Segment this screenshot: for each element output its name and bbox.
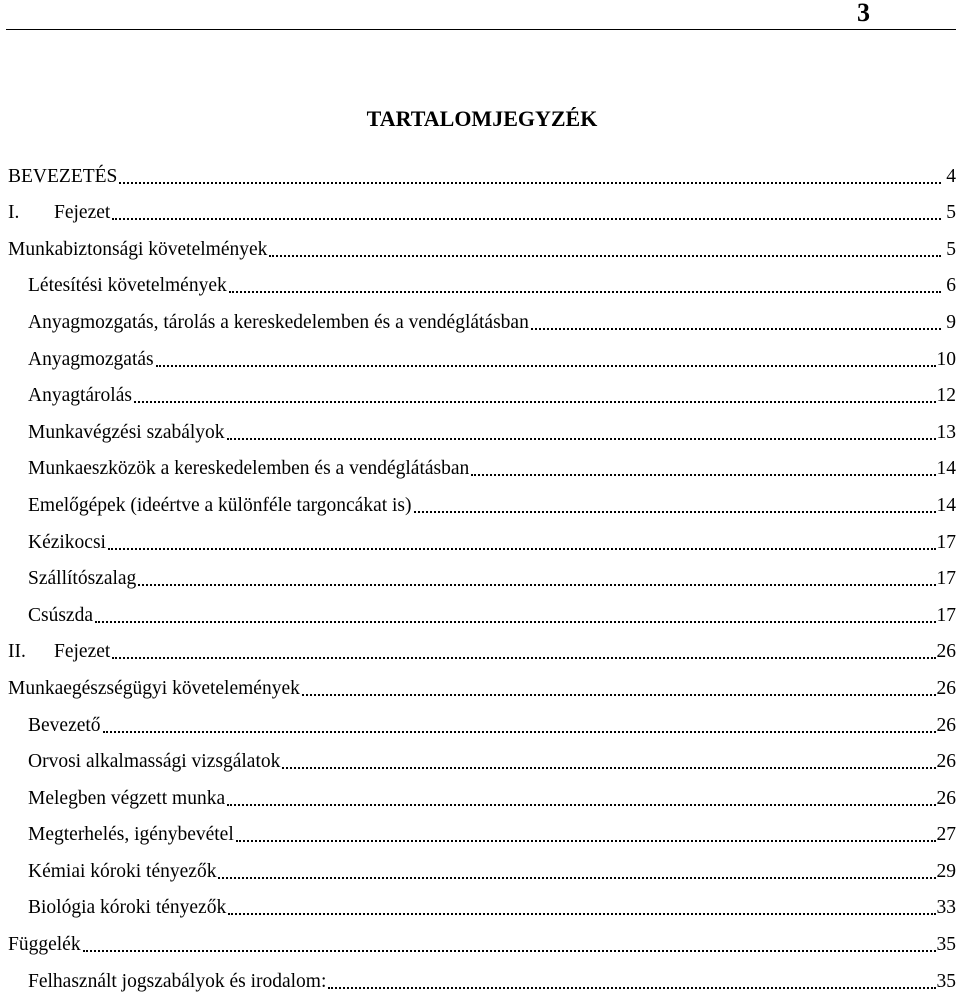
toc-entry-label bbox=[28, 421, 226, 445]
toc-entry-page: 35 bbox=[936, 934, 956, 956]
toc-entry-text: Fejezet bbox=[54, 641, 111, 663]
toc-entry-text: Kézikocsi bbox=[28, 531, 106, 553]
toc-entry-label bbox=[8, 201, 111, 225]
dot-leader bbox=[302, 694, 936, 696]
toc-entry-number: I. bbox=[8, 202, 20, 224]
toc-entry[interactable] bbox=[0, 886, 956, 923]
toc-entry-number: II. bbox=[8, 641, 26, 663]
toc-entry[interactable] bbox=[0, 740, 956, 777]
toc-entry-text: Fejezet bbox=[54, 202, 111, 224]
toc-entry-label bbox=[28, 750, 281, 774]
toc-entry[interactable] bbox=[0, 337, 956, 374]
toc-entry-page: 35 bbox=[936, 970, 956, 992]
dot-leader bbox=[531, 328, 941, 330]
toc-entry[interactable] bbox=[0, 483, 956, 520]
toc-entry-label bbox=[28, 348, 155, 372]
toc-entry-label bbox=[8, 165, 118, 189]
toc-entry-page: 27 bbox=[936, 824, 956, 846]
toc-entry-text: Munkaeszközök a kereskedelemben és a vendéglátásban bbox=[28, 458, 470, 480]
toc-title: TARTALOMJEGYZÉK bbox=[366, 106, 598, 131]
toc-entry-text: Csúszda bbox=[28, 604, 93, 626]
toc-entry[interactable] bbox=[0, 264, 956, 301]
toc-entry-label bbox=[28, 567, 137, 591]
toc-entry-page: 12 bbox=[936, 385, 956, 407]
toc-entry-page: 26 bbox=[936, 677, 956, 699]
toc-entry-text: Felhasznált jogszabályok és irodalom: bbox=[28, 970, 327, 992]
dot-leader bbox=[156, 365, 936, 367]
toc-entry-page: 26 bbox=[936, 641, 956, 663]
toc-entry-page: 13 bbox=[936, 421, 956, 443]
toc-entry-label bbox=[8, 677, 301, 701]
dot-leader bbox=[414, 511, 936, 513]
toc-entry-text: Megterhelés, igénybevétel bbox=[28, 824, 234, 846]
toc-entry-label bbox=[28, 896, 227, 920]
toc-entry-page: 14 bbox=[936, 458, 956, 480]
toc-entry[interactable] bbox=[0, 557, 956, 594]
toc-entry-text: Függelék bbox=[8, 934, 81, 956]
toc-entry-text: Munkabiztonsági követelmények bbox=[8, 238, 268, 260]
toc-entry[interactable] bbox=[0, 959, 956, 996]
toc-entry[interactable] bbox=[0, 447, 956, 484]
toc-entry-text: Szállítószalag bbox=[28, 568, 137, 590]
toc-entry-label bbox=[28, 714, 102, 738]
toc-entry-page: 17 bbox=[936, 604, 956, 626]
toc-entry-text: Munkavégzési szabályok bbox=[28, 421, 225, 443]
toc-entry-page: 9 bbox=[946, 311, 956, 333]
toc-entry[interactable] bbox=[0, 703, 956, 740]
toc-entry-page: 5 bbox=[946, 202, 956, 224]
dot-leader bbox=[108, 548, 936, 550]
toc-entry[interactable] bbox=[0, 593, 956, 630]
toc-entry-label bbox=[28, 823, 235, 847]
toc-entry-label bbox=[28, 384, 133, 408]
dot-leader bbox=[134, 401, 936, 403]
toc-entry-label bbox=[28, 494, 413, 518]
dot-leader bbox=[112, 657, 935, 659]
dot-leader bbox=[269, 255, 941, 257]
dot-leader bbox=[119, 182, 941, 184]
toc-entry-text: Emelőgépek (ideértve a különféle targoncákat is) bbox=[28, 494, 412, 516]
dot-leader bbox=[236, 840, 936, 842]
toc-entry-text: Orvosi alkalmassági vizsgálatok bbox=[28, 751, 281, 773]
dot-leader bbox=[328, 987, 935, 989]
toc-entry-text: Kémiai kóroki tényezők bbox=[28, 860, 217, 882]
dot-leader bbox=[227, 804, 935, 806]
toc-entry-label bbox=[28, 604, 94, 628]
toc-entry-text: Létesítési követelmények bbox=[28, 275, 227, 297]
dot-leader bbox=[282, 767, 935, 769]
dot-leader bbox=[218, 877, 935, 879]
toc-entry[interactable] bbox=[0, 300, 956, 337]
toc-list bbox=[0, 154, 956, 996]
toc-entry-label bbox=[8, 238, 268, 262]
dot-leader bbox=[95, 621, 936, 623]
dot-leader bbox=[112, 218, 941, 220]
toc-entry-label bbox=[28, 311, 530, 335]
toc-entry[interactable] bbox=[0, 849, 956, 886]
dot-leader bbox=[138, 584, 935, 586]
toc-entry[interactable] bbox=[0, 410, 956, 447]
toc-entry-text: Biológia kóroki tényezők bbox=[28, 897, 227, 919]
toc-entry[interactable] bbox=[0, 191, 956, 228]
toc-entry-page: 17 bbox=[936, 568, 956, 590]
toc-entry-text: Bevezető bbox=[28, 714, 101, 736]
dot-leader bbox=[229, 291, 941, 293]
toc-entry-page: 26 bbox=[936, 751, 956, 773]
dot-leader bbox=[103, 731, 936, 733]
page-number: 3 bbox=[857, 0, 870, 27]
dot-leader bbox=[228, 913, 935, 915]
toc-entry-page: 17 bbox=[936, 531, 956, 553]
toc-entry-label bbox=[28, 787, 226, 811]
toc-entry[interactable] bbox=[0, 227, 956, 264]
toc-entry-page: 26 bbox=[936, 714, 956, 736]
toc-entry-text: Anyagtárolás bbox=[28, 385, 132, 407]
toc-entry-page: 4 bbox=[946, 165, 956, 187]
toc-entry[interactable] bbox=[0, 776, 956, 813]
toc-entry[interactable] bbox=[0, 520, 956, 557]
dot-leader bbox=[83, 950, 936, 952]
toc-entry-page: 26 bbox=[936, 787, 956, 809]
dot-leader bbox=[471, 474, 935, 476]
toc-entry-label bbox=[28, 531, 107, 555]
toc-entry-label bbox=[28, 970, 327, 994]
toc-entry-label bbox=[28, 274, 228, 298]
toc-entry-page: 33 bbox=[936, 897, 956, 919]
toc-entry-page: 6 bbox=[946, 275, 956, 297]
toc-entry-text: Munkaegészségügyi követelemények bbox=[8, 677, 300, 699]
toc-entry[interactable] bbox=[0, 154, 956, 191]
toc-entry[interactable] bbox=[0, 666, 956, 703]
toc-entry-label bbox=[28, 860, 217, 884]
header-rule bbox=[6, 29, 956, 30]
dot-leader bbox=[227, 438, 936, 440]
toc-entry-text: Anyagmozgatás, tárolás a kereskedelemben és a vendéglátásban bbox=[28, 311, 529, 333]
toc-entry-text: BEVEZETÉS bbox=[8, 165, 118, 187]
toc-entry[interactable] bbox=[0, 813, 956, 850]
toc-entry[interactable] bbox=[0, 630, 956, 667]
toc-entry-page: 14 bbox=[936, 494, 956, 516]
toc-entry-page: 29 bbox=[936, 860, 956, 882]
toc-entry-label bbox=[8, 640, 111, 664]
toc-entry-label bbox=[28, 457, 470, 481]
toc-entry-page: 5 bbox=[946, 238, 956, 260]
toc-entry[interactable] bbox=[0, 922, 956, 959]
toc-entry-page: 10 bbox=[936, 348, 956, 370]
toc-entry[interactable] bbox=[0, 374, 956, 411]
toc-entry-label bbox=[8, 933, 82, 957]
toc-entry-text: Melegben végzett munka bbox=[28, 787, 226, 809]
toc-entry-text: Anyagmozgatás bbox=[28, 348, 154, 370]
